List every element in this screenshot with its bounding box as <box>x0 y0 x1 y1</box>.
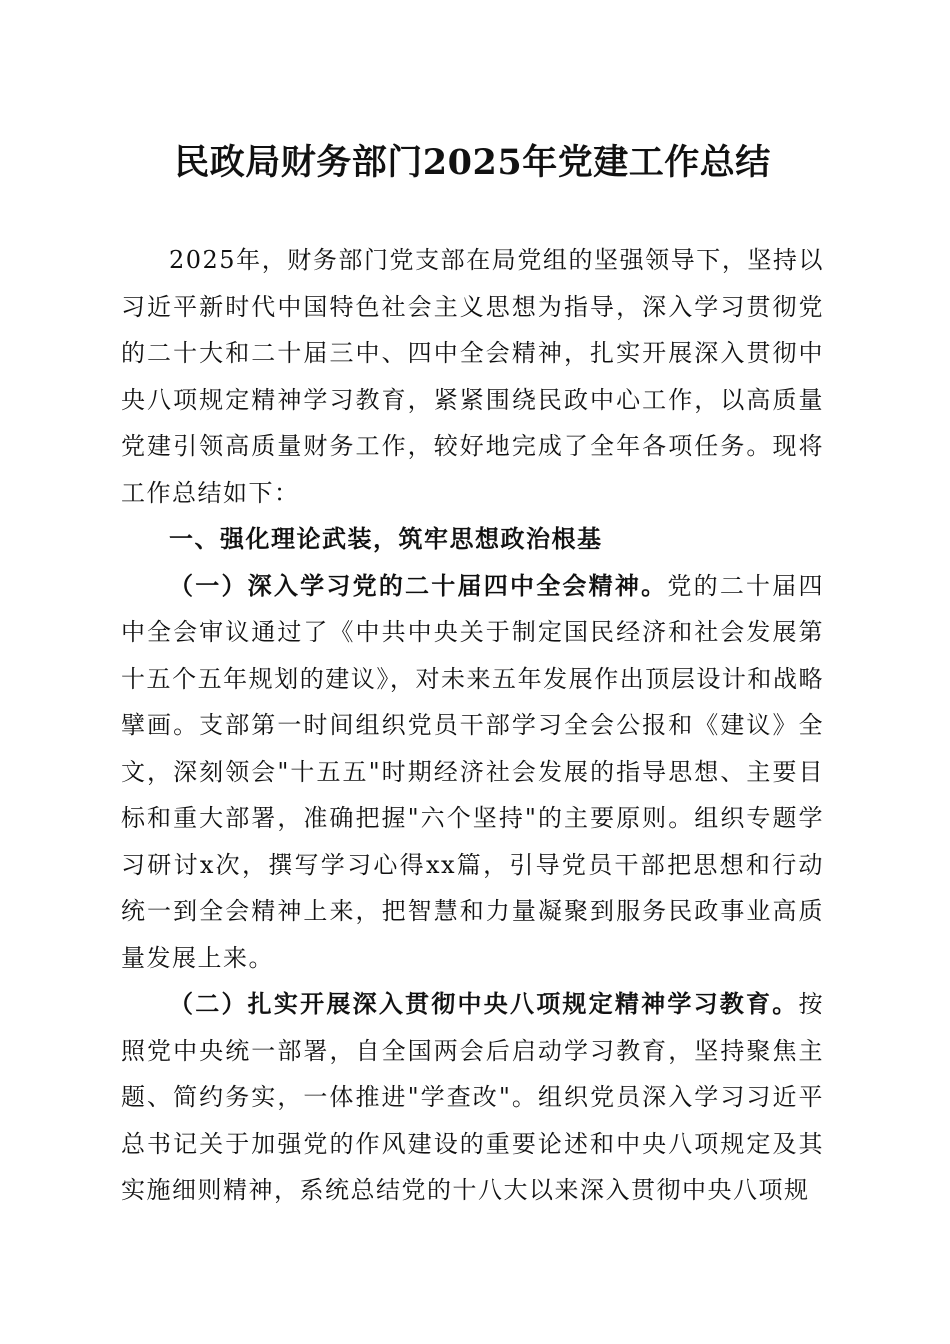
item-2-text: 按照党中央统一部署，自全国两会后启动学习教育，坚持聚焦主题、简约务实，一体推进"学查改"。组织党员深入学习习近平总书记关于加强党的作风建设的重要论述和中央八项规定及其实施细则精神，系统总结党的十八大以来深入贯彻中央八项规 <box>121 990 824 1204</box>
item-1-lead: （一）深入学习党的二十届四中全会精神。 <box>169 570 668 600</box>
paragraph-item-1 <box>121 563 824 982</box>
section-heading: 一、强化理论武装，筑牢思想政治根基 <box>169 525 603 553</box>
document-body <box>121 237 824 1214</box>
paragraph-item-2 <box>121 981 824 1214</box>
document-title: 民政局财务部门2025年党建工作总结 <box>174 142 771 183</box>
intro-paragraph: 2025年，财务部门党支部在局党组的坚强领导下，坚持以习近平新时代中国特色社会主义思想为指导，深入学习贯彻党的二十大和二十届三中、四中全会精神，扎实开展深入贯彻中央八项规定精神学习教育，紧紧围绕民政中心工作，以高质量党建引领高质量财务工作，较好地完成了全年各项任务。现将工作总结如下： <box>121 246 824 507</box>
item-2-lead: （二）扎实开展深入贯彻中央八项规定精神学习教育。 <box>169 989 799 1018</box>
item-1-text: 党的二十届四中全会审议通过了《中共中央关于制定国民经济和社会发展第十五个五年规划的建议》，对未来五年发展作出顶层设计和战略擘画。支部第一时间组织党员干部学习全会公报和《建议》全文，深刻领会"十五五"时期经济社会发展的指导思想、主要目标和重大部署，准确把握"六个坚持"的主要原则。组织专题学习研讨x次，撰写学习心得xx篇，引导党员干部把思想和行动统一到全会精神上来，把智慧和力量凝聚到服务民政事业高质量发展上来。 <box>121 571 825 972</box>
